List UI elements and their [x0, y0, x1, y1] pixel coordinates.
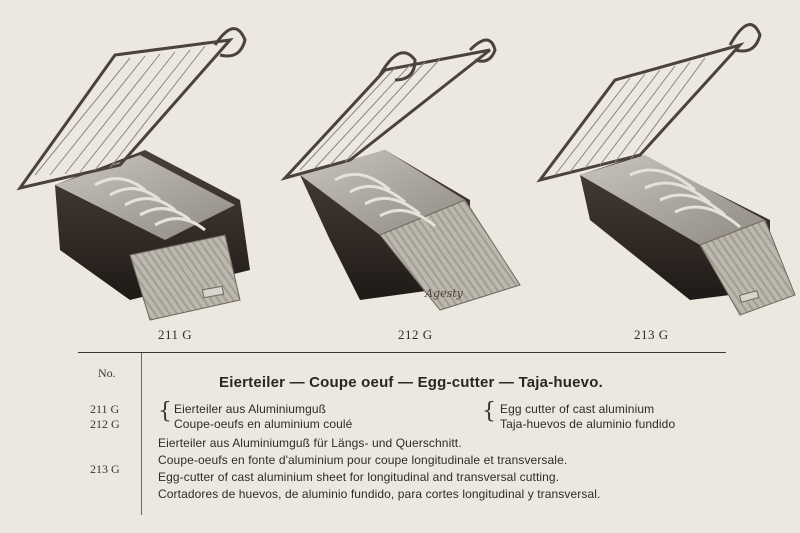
- caption-211g: 211 G: [158, 327, 193, 342]
- row-211g-right-text: Egg cutter of cast aluminium: [500, 402, 655, 416]
- row-211g-left-text: Eierteiler aus Aluminiumguß: [174, 402, 327, 416]
- row-213g-line-en: Egg-cutter of cast aluminium sheet for longitudinal and transversal cutting.: [158, 470, 560, 484]
- table-top-rule: [78, 352, 726, 353]
- row-213g-line-fr: Coupe-oeufs en fonte d'aluminium pour coupe longitudinale et transversale.: [158, 453, 568, 467]
- table-column-divider: [141, 353, 142, 515]
- row-number-212g: 212 G: [90, 417, 120, 431]
- number-column-header: No.: [98, 366, 116, 380]
- row-212g-right-text: Taja-huevos de aluminio fundido: [500, 417, 676, 431]
- right-brace: {: [482, 399, 496, 424]
- caption-212g: 212 G: [398, 327, 433, 342]
- row-213g-line-de: Eierteiler aus Aluminiumguß für Längs- und Querschnitt.: [158, 436, 462, 450]
- row-number-213g: 213 G: [90, 462, 120, 476]
- egg-cutter-211g-image: [20, 29, 250, 320]
- left-brace: {: [158, 399, 172, 424]
- table-title: Eierteiler — Coupe oeuf — Egg-cutter — Taja-huevo.: [219, 374, 603, 391]
- row-213g-line-es: Cortadores de huevos, de aluminio fundido, para cortes longitudinal y transversal.: [158, 487, 601, 501]
- row-number-211g: 211 G: [90, 402, 120, 416]
- caption-213g: 213 G: [634, 327, 669, 342]
- egg-cutter-212g-image: [285, 40, 520, 310]
- product-stamp: Agesty: [425, 287, 463, 300]
- egg-cutter-213g-image: [540, 25, 795, 315]
- row-212g-left-text: Coupe-oeufs en aluminium coulé: [174, 417, 353, 431]
